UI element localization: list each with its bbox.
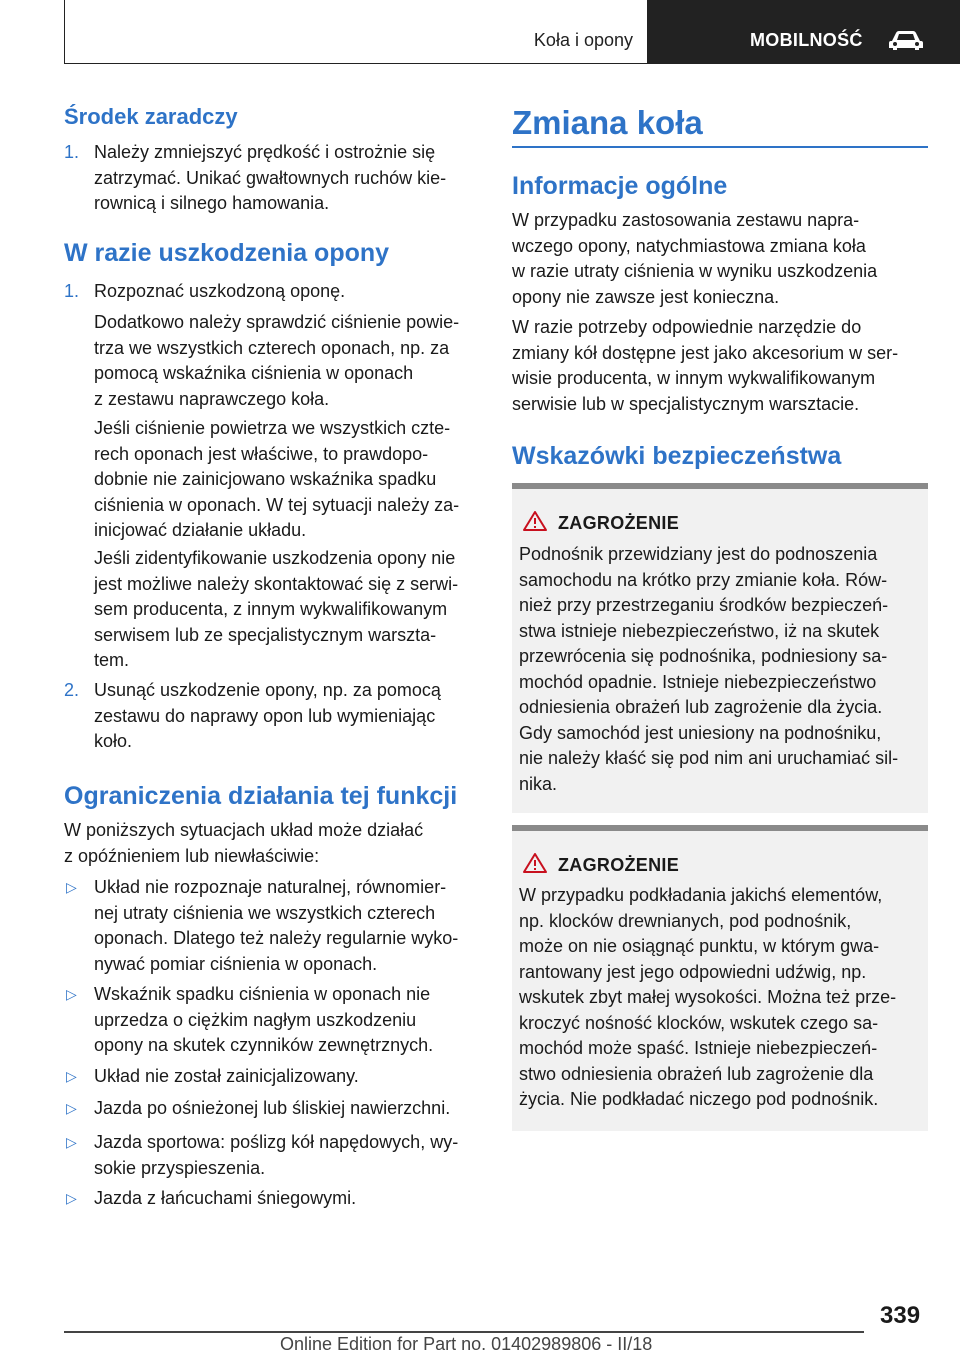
step-number: 2. <box>64 680 80 700</box>
general-heading: Informacje ogólne <box>512 172 728 200</box>
footer-rule <box>64 1331 864 1333</box>
warning-triangle-icon <box>522 510 548 532</box>
warning-triangle-icon <box>522 852 548 874</box>
bullet-icon: ▷ <box>66 879 77 895</box>
step-text: Należy zmniejszyć prędkość i ostrożnie się zatrzymać. Unikać gwałtownych ruchów kie- rownicą i silnego hamowania. <box>94 142 447 213</box>
step-text: Usunąć uszkodzenie opony, np. za pomocą zestawu do naprawy opon lub wymieniając koło. <box>94 680 441 751</box>
step-number: 1. <box>64 142 80 162</box>
warning-bar <box>512 825 928 831</box>
title-rule <box>512 146 928 148</box>
general-paragraph-2: W razie potrzeby odpowiednie narzędzie do zmiany kół dostępne jest jako akcesorium w ser- wisie producenta, w innym wykwalifikowanym serwisie lub w specjalistycznym warsztacie. <box>512 317 899 414</box>
step-text: Jeśli ciśnienie powietrza we wszystkich czte- rech oponach jest właściwe, to prawdopo- dobnie nie zainicjowano wskaźnika spadku ciśnienia w oponach. W tej sytuacji należy za- inicjować działanie układu. <box>94 418 460 540</box>
step-number: 1. <box>64 281 80 301</box>
list-item: Jazda sportowa: poślizg kół napędowych, wy- sokie przyspieszenia. <box>94 1132 459 1178</box>
warning-box <box>512 483 928 813</box>
list-item: Jazda po ośnieżonej lub śliskiej nawierzchni. <box>94 1098 451 1118</box>
bullet-icon: ▷ <box>66 986 77 1002</box>
list-item: Układ nie rozpoznaje naturalnej, równomier- nej utraty ciśnienia we wszystkich czterech oponach. Dlatego też należy regularnie wyko- nywać pomiar ciśnienia w oponach. <box>94 877 459 974</box>
page-title: Zmiana koła <box>512 104 703 141</box>
header-section-title: Koła i opony <box>533 30 633 50</box>
header-chapter-title: MOBILNOŚĆ <box>750 30 863 50</box>
step-text: Jeśli zidentyfikowanie uszkodzenia opony nie jest możliwe należy skontaktować się z serwi- sem producenta, z innym wykwalifikowanym serwisem lub ze specjalistycznym warszta- tem. <box>94 548 459 670</box>
bullet-icon: ▷ <box>66 1100 77 1116</box>
warning-box <box>512 825 928 1131</box>
list-item: Jazda z łańcuchami śniegowymi. <box>94 1188 357 1208</box>
list-item: Układ nie został zainicjalizowany. <box>94 1066 359 1086</box>
header-section-box <box>64 0 648 64</box>
bullet-icon: ▷ <box>66 1190 77 1206</box>
warning-bar <box>512 483 928 489</box>
warning-title: ZAGROŻENIE <box>558 855 680 875</box>
remedy-heading: Środek zaradczy <box>64 104 238 129</box>
step-text: Rozpoznać uszkodzoną oponę. <box>94 281 346 301</box>
page-number: 339 <box>880 1302 921 1329</box>
damage-heading: W razie uszkodzenia opony <box>64 239 390 267</box>
safety-heading: Wskazówki bezpieczeństwa <box>512 442 842 470</box>
limits-intro: W poniższych sytuacjach układ może działać z opóźnieniem lub niewłaściwie: <box>64 820 424 866</box>
list-item: Wskaźnik spadku ciśnienia w oponach nie uprzedza o ciężkim nagłym uszkodzeniu opony na skutek czynników zewnętrznych. <box>94 984 434 1055</box>
warning-text: W przypadku podkładania jakichś elementów, np. klocków drewnianych, pod podnośnik, może on nie osiągnąć punktu, w którym gwa- rantowany jest jego odpowiedni udźwig, np. wskutek zbyt małej wysokości. Można też prze- kroczyć nośność klocków, wskutek czego sa- mochód może spaść. Istnieje niebezpieczeń- stwo odniesienia obrażeń lub zagrożenie dla życia. Nie podkładać niczego pod podnośnik. <box>519 885 897 1109</box>
bullet-icon: ▷ <box>66 1068 77 1084</box>
general-paragraph-1: W przypadku zastosowania zestawu napra- wczego opony, natychmiastowa zmiana koła w razie utraty ciśnienia w wyniku uszkodzenia opony nie zawsze jest konieczna. <box>512 210 878 307</box>
car-icon <box>888 28 924 52</box>
bullet-icon: ▷ <box>66 1134 77 1150</box>
limits-heading: Ograniczenia działania tej funkcji <box>64 782 458 810</box>
step-text: Dodatkowo należy sprawdzić ciśnienie powie- trza we wszystkich czterech oponach, np. za pomocą wskaźnika ciśnienia w oponach z zestawu naprawczego koła. <box>94 312 460 409</box>
warning-title: ZAGROŻENIE <box>558 513 680 533</box>
header-chapter-box <box>648 0 960 64</box>
warning-text: Podnośnik przewidziany jest do podnoszenia samochodu na krótko przy zmianie koła. Rów- nież przy przestrzeganiu środków bezpieczeń- stwa istnieje niebezpieczeństwo, iż na skutek przewrócenia się podnośnika, podniesiony sa- mochód opadnie. Istnieje niebezpieczeństwo odniesienia obrażeń lub zagrożenie dla życia. Gdy samochód jest uniesiony na podnośniku, nie należy kłaść się pod nim ani uruchamiać sil- nika. <box>519 544 899 794</box>
footer-edition: Online Edition for Part no. 01402989806 - II/18 <box>280 1334 653 1354</box>
